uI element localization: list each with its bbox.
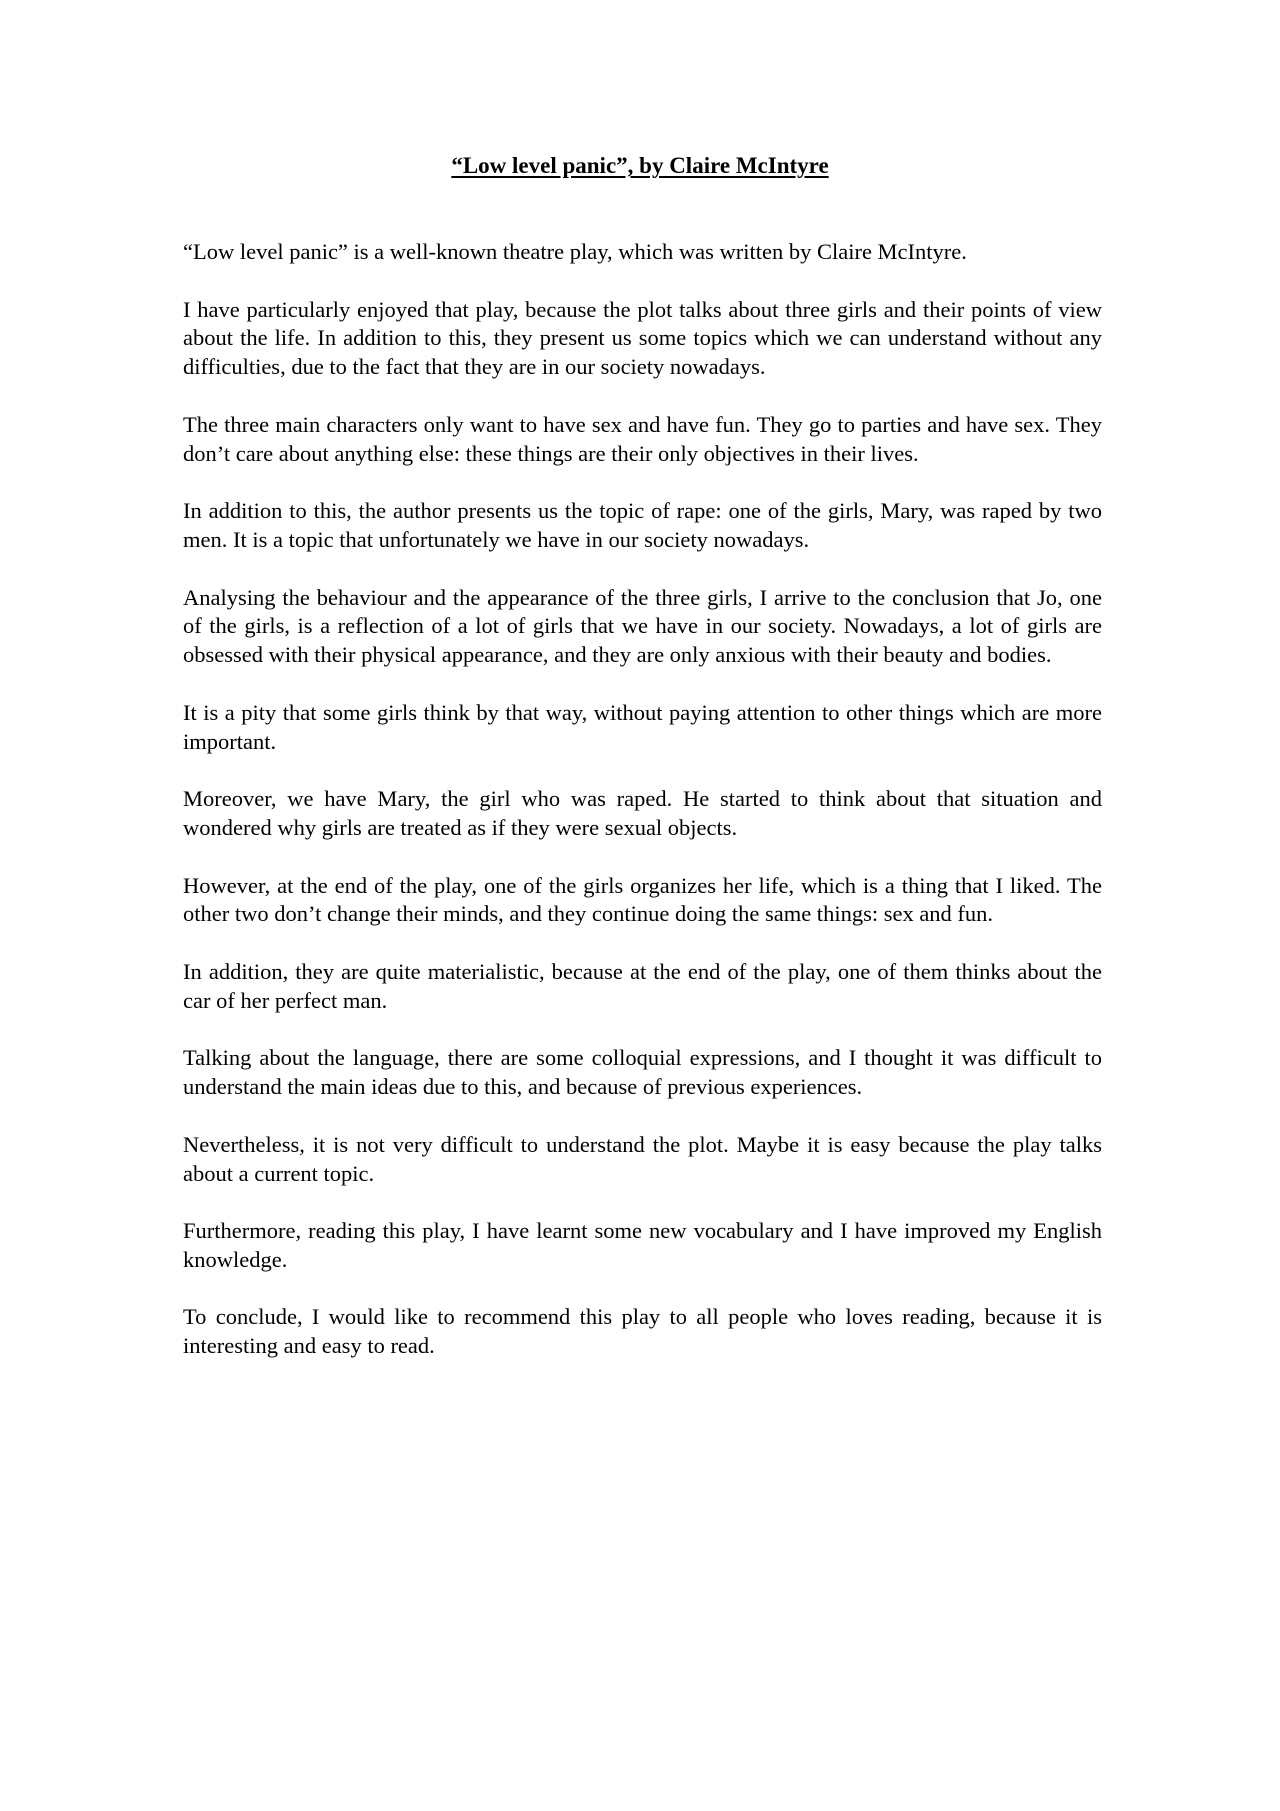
document-title: “Low level panic”, by Claire McIntyre (451, 153, 829, 178)
document-body (183, 238, 1102, 1390)
paragraph-materialistic: In addition, they are quite materialistic, because at the end of the play, one of them thinks about the car of her perfect man. (183, 958, 1102, 1013)
paragraph-ending: However, at the end of the play, one of the girls organizes her life, which is a thing that I liked. The other two don’t change their minds, and they continue doing the same things: sex and fun. (183, 872, 1102, 927)
paragraph-mary: Moreover, we have Mary, the girl who was raped. He started to think about that situation and wondered why girls are treated as if they were sexual objects. (183, 786, 1102, 840)
paragraph-topic-rape: In addition to this, the author presents us the topic of rape: one of the girls, Mary, was raped by two men. It is a topic that unfortunately we have in our society nowadays. (183, 498, 1102, 552)
paragraph-conclusion: To conclude, I would like to recommend this play to all people who loves reading, because it is interesting and easy to read. (183, 1304, 1102, 1359)
paragraph-analysis: Analysing the behaviour and the appearance of the three girls, I arrive to the conclusion that Jo, one of the girls, is a reflection of a lot of girls that we have in our society. Nowadays, a lot of girls are obsessed with their physical appearance, and they are only anxious with their beauty and bodies. (183, 584, 1102, 668)
paragraph-pity: It is a pity that some girls think by that way, without paying attention to other things which are more important. (183, 699, 1102, 754)
paragraph-characters: The three main characters only want to have sex and have fun. They go to parties and have sex. They don’t care about anything else: these things are their only objectives in their lives. (183, 411, 1102, 466)
paragraph-language: Talking about the language, there are some colloquial expressions, and I thought it was difficult to understand the main ideas due to this, and because of previous experiences. (183, 1045, 1102, 1100)
paragraph-plot: Nevertheless, it is not very difficult to understand the plot. Maybe it is easy because the play talks about a current topic. (183, 1131, 1102, 1186)
paragraph-intro: “Low level panic” is a well-known theatre play, which was written by Claire McIntyre. (183, 239, 967, 264)
paragraph-vocabulary: Furthermore, reading this play, I have learnt some new vocabulary and I have improved my English knowledge. (183, 1218, 1102, 1272)
paragraph-enjoyed: I have particularly enjoyed that play, because the plot talks about three girls and their points of view about the life. In addition to this, they present us some topics which we can understand without any difficulties, due to the fact that they are in our society nowadays. (183, 296, 1102, 380)
